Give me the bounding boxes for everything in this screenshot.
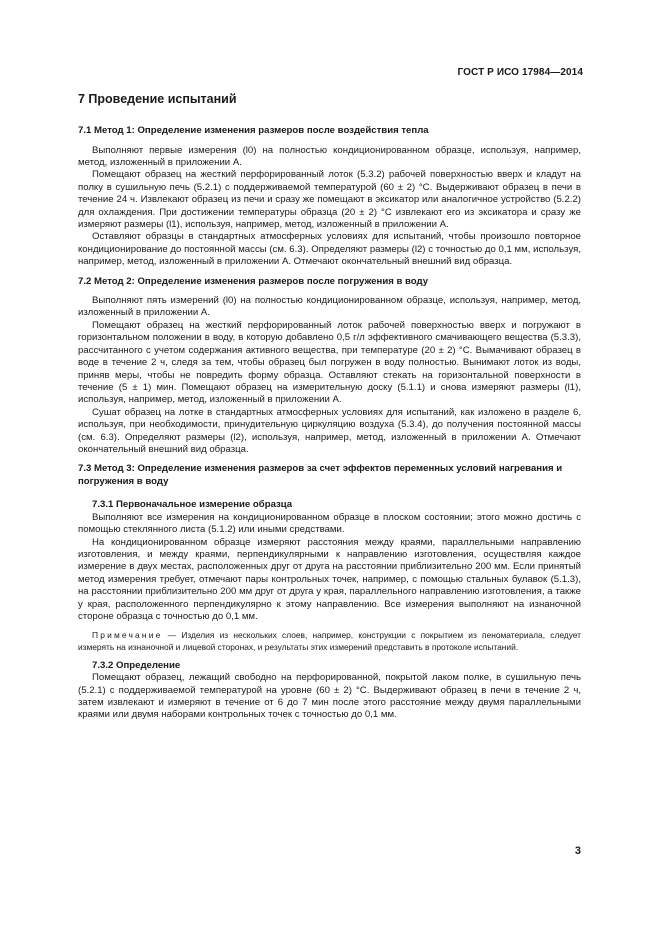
method-2-paragraph-2: Помещают образец на жесткий перфорированный лоток рабочей поверхностью вверх и погружают в горизонтальном положении в воду, в которую добавлено 0,5 г/л эффективного смачивающего вещества (5.3.3), рассчитанного с учетом содержания активного вещества, при температуре (20 ± 2) °С. Вымачивают образец в воде в течение 2 ч, следя за тем, чтобы образец был погружен в воду полностью. Вынимают лоток из воды, приняв меры, чтобы не повредить форму образца. Оставляют стекать на горизонтальной поверхности в течение (5 ± 1) мин. Помещают образец на измерительную доску (5.1.1) и снова измеряют размеры (l1), используя, например, метод, изложенный в приложении А. [78,319,581,406]
document-code-header: ГОСТ Р ИСО 17984—2014 [457,67,583,78]
note [78,630,581,652]
note-label: Примечание [92,630,163,641]
subsection-731-paragraph-2: На кондиционированном образце измеряют расстояния между краями, параллельными направлению изготовления, и между краями, перпендикулярными к направлению изготовления, осуществляя каждое измерение в двух местах, расположенных друг от друга на расстоянии приблизительно 200 мм. Если принятый метод измерения требует, отмечают пары контрольных точек, например, с помощью стальных булавок (5.1.3), на расстоянии приблизительно 200 мм друг от друга у края, параллельного направлению изготовления, а также у края, расположенного перпендикулярно к этому направлению. Все измерения выполняют на изнаночной стороне образца с точностью до 0,1 мм. [78,536,581,622]
page-number: 3 [574,845,581,857]
method-2-title: 7.2 Метод 2: Определение изменения размеров после погружения в воду [78,275,429,287]
method-1-paragraph-2: Помещают образец на жесткий перфорированный лоток (5.3.2) рабочей поверхностью вверх и кладут на полку в сушильную печь (5.2.1) с поддерживаемой температурой (60 ± 2) °С. Выдерживают образец в печи в течение 24 ч. Извлекают образец из печи и сразу же помещают в эксикатор или аналогичное устройство (5.2.2) для охлаждения. При достижении температуры образца (20 ± 2) °С извлекают его из эксикатора и сразу же измеряют размеры (l1), используя, например, метод, изложенный в приложении А. [78,169,581,230]
method-1-paragraph-1: Выполняют первые измерения (l0) на полностью кондиционированном образце, используя, например, метод, изложенный в приложении А. [78,144,581,168]
method-3-title: 7.3 Метод 3: Определение изменения размеров за счет эффектов переменных условий нагревания и погружения в воду [78,463,563,487]
method-1-title: 7.1 Метод 1: Определение изменения размеров после воздействия тепла [78,125,429,136]
subsection-732-paragraph-1: Помещают образец, лежащий свободно на перфорированной, покрытой лаком полке, в сушильную печь (5.2.1) с поддерживаемой температурой на уровне (60 ± 2) °С. Выдерживают образец в печи в течение 2 ч, затем извлекают и измеряют в течение от 6 до 7 мин после этого расстояние между двумя параллельными краями или двумя наборами контрольных точек с точностью до 0,1 мм. [78,672,581,721]
method-2-paragraph-1: Выполняют пять измерений (l0) на полностью кондиционированном образце, используя, например, метод, изложенный в приложении А. [78,295,581,319]
subsection-731-title: 7.3.1 Первоначальное измерение образца [92,499,293,511]
page-content [78,92,581,722]
section-title: 7 Проведение испытаний [78,92,237,106]
method-2-paragraph-3: Сушат образец на лотке в стандартных атмосферных условиях для испытаний, как изложено в разделе 6, используя, при необходимости, принудительную циркуляцию воздуха (5.3.4), до получения постоянной массы (см. 6.3). Определяют размеры (l2), используя, например, метод, изложенный в приложении А. Отмечают окончательный внешний вид образца. [78,406,581,455]
subsection-731-paragraph-1: Выполняют все измерения на кондиционированном образце в плоском состоянии; этого можно достичь с помощью стеклянного листа (5.1.2) или иными средствами. [78,511,581,536]
note-text: — Изделия из нескольких слоев, например, конструкции с покрытием из пеноматериала, следует измерять на изнаночной и лицевой сторонах, и результаты этих измерений представить в протоколе испытаний. [78,630,581,652]
subsection-732-title: 7.3.2 Определение [92,659,181,671]
method-1-paragraph-3: Оставляют образцы в стандартных атмосферных условиях для испытаний, чтобы произошло повторное кондиционирование до постоянной массы (см. 6.3). Определяют размеры (l2) с точностью до 0,1 мм, используя, например, метод, изложенный в приложении А. Отмечают окончательный внешний вид образца. [78,231,581,268]
